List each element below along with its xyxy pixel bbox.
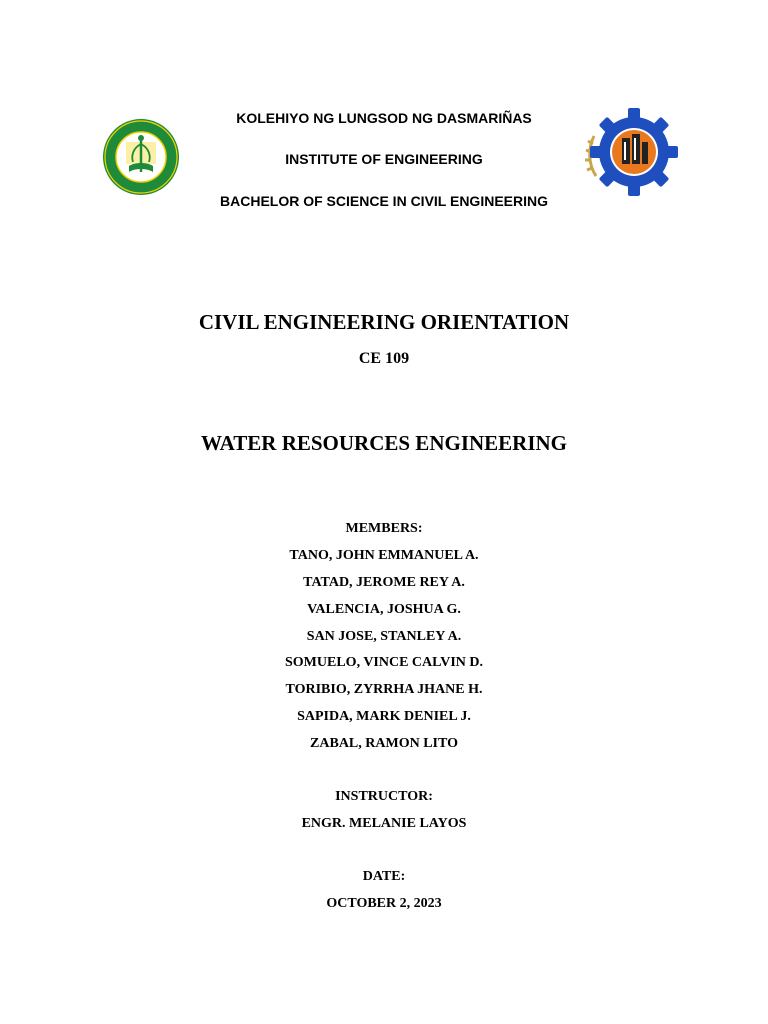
- member-name: ZABAL, RAMON LITO: [310, 736, 458, 751]
- instructor-label: INSTRUCTOR:: [335, 789, 433, 804]
- member-name: SAPIDA, MARK DENIEL J.: [297, 709, 471, 724]
- course-code: CE 109: [358, 350, 410, 367]
- member-name: SAN JOSE, STANLEY A.: [306, 629, 462, 644]
- members-label: MEMBERS:: [345, 521, 423, 536]
- member-name: SOMUELO, VINCE CALVIN D.: [285, 655, 483, 670]
- college-name: KOLEHIYO NG LUNGSOD NG DASMARIÑAS: [236, 110, 532, 126]
- date-value: OCTOBER 2, 2023: [326, 896, 442, 911]
- member-name: TORIBIO, ZYRRHA JHANE H.: [285, 682, 483, 697]
- institute-name: INSTITUTE OF ENGINEERING: [285, 151, 483, 167]
- member-name: VALENCIA, JOSHUA G.: [307, 602, 461, 617]
- topic-title: WATER RESOURCES ENGINEERING: [200, 431, 568, 455]
- member-name: TANO, JOHN EMMANUEL A.: [289, 548, 479, 563]
- course-title: CIVIL ENGINEERING ORIENTATION: [198, 310, 570, 334]
- program-name: BACHELOR OF SCIENCE IN CIVIL ENGINEERING: [220, 193, 548, 209]
- instructor-name: ENGR. MELANIE LAYOS: [301, 816, 467, 831]
- member-name: TATAD, JEROME REY A.: [303, 575, 465, 590]
- date-label: DATE:: [362, 869, 406, 884]
